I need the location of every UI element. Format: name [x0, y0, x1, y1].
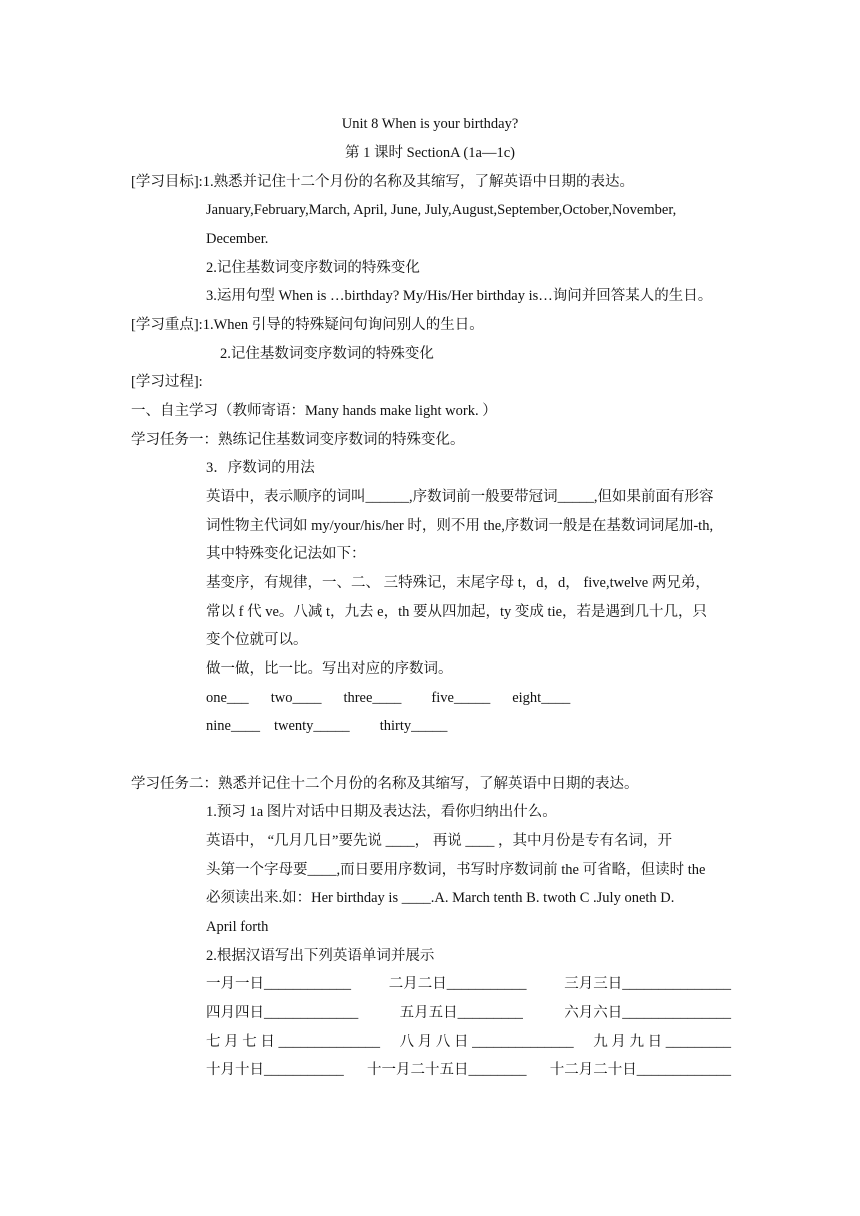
key-points-line — [131, 315, 484, 335]
task-2-title: 学习任务二：熟悉并记住十二个月份的名称及其缩写，了解英语中日期的表达。 — [131, 776, 639, 792]
goals-item-2: 2.记住基数词变序数词的特殊变化 — [206, 260, 420, 276]
ordinal-blank: two____ — [270, 690, 322, 706]
date-row-1 — [206, 974, 731, 994]
months-line-2: December. — [206, 231, 269, 247]
months-line-1: January,February,March, April, June, July,August,September,October,November, — [206, 202, 677, 218]
ordinal-blank: one___ — [206, 690, 249, 706]
page-subtitle: 第 1 课时 SectionA (1a—1c) — [345, 145, 515, 161]
process-label: [学习过程]: — [131, 374, 203, 390]
task-1-title: 学习任务一：熟练记住基数词变序数词的特殊变化。 — [131, 432, 465, 448]
ordinal-blank: twenty_____ — [273, 718, 350, 734]
ordinal-blank: nine____ — [206, 718, 260, 734]
task-1-paragraph-line: 基变序，有规律，一、二、 三特殊记，末尾字母 t，d，d， five,twelve 两兄弟， — [206, 575, 710, 591]
date-blank: 九 月 九 日 _________ — [593, 1034, 731, 1050]
goals-label: [学习目标]: — [131, 174, 203, 190]
ordinal-blank: thirty_____ — [379, 718, 448, 734]
task-2-paragraph-line: 必须读出来.如：Her birthday is ____.A. March tenth B. twoth C .July oneth D. — [206, 890, 675, 906]
date-blank: 八 月 八 日 ______________ — [399, 1034, 574, 1050]
task-1-subheading: 3．序数词的用法 — [206, 460, 315, 476]
key-points-item-1: 1.When 引导的特殊疑问句询问别人的生日。 — [202, 317, 484, 333]
task-1-paragraph-line: 常以 f 代 ve。八减 t，九去 e，th 要从四加起，ty 变成 tie，若是遇到几十几，只 — [206, 604, 708, 620]
page-title: Unit 8 When is your birthday? — [341, 116, 519, 132]
date-blank: 六月六日_______________ — [564, 1005, 731, 1021]
date-blank: 三月三日_______________ — [564, 976, 731, 992]
task-2-subheading-1: 1.预习 1a 图片对话中日期及表达法，看你归纳出什么。 — [206, 804, 557, 820]
task-2-paragraph-line: April forth — [206, 919, 269, 935]
date-blank: 五月五日_________ — [399, 1005, 523, 1021]
date-row-2 — [206, 1003, 731, 1023]
key-points-label: [学习重点]: — [131, 317, 203, 333]
date-blank: 十月十日___________ — [206, 1062, 344, 1078]
date-blank: 十一月二十五日________ — [367, 1062, 527, 1078]
goals-line — [131, 172, 634, 192]
task-2-paragraph-line: 头第一个字母要____,而日要用序数词，书写时序数词前 the 可省略，但读时 the — [206, 862, 706, 878]
ordinal-row-1 — [206, 688, 570, 708]
task-1-paragraph-line: 英语中，表示顺序的词叫______,序数词前一般要带冠词_____,但如果前面有形容 — [206, 489, 714, 505]
date-row-3 — [206, 1032, 731, 1052]
ordinal-blank: three____ — [343, 690, 402, 706]
key-points-item-2: 2.记住基数词变序数词的特殊变化 — [220, 346, 434, 362]
date-blank: 七 月 七 日 ______________ — [206, 1034, 380, 1050]
ordinal-row-2 — [206, 716, 447, 736]
date-blank: 十二月二十日_____________ — [549, 1062, 731, 1078]
task-1-paragraph-line: 变个位就可以。 — [206, 632, 308, 648]
task-1-paragraph-line: 其中特殊变化记法如下： — [206, 546, 366, 562]
task-1-paragraph-line: 词性物主代词如 my/your/his/her 时，则不用 the,序数词一般是在基数词词尾加-th, — [206, 518, 714, 534]
date-blank: 四月四日_____________ — [206, 1005, 359, 1021]
practice-instruction: 做一做，比一比。写出对应的序数词。 — [206, 661, 453, 677]
ordinal-blank: five_____ — [431, 690, 491, 706]
goals-item-1: 1.熟悉并记住十二个月份的名称及其缩写，了解英语中日期的表达。 — [202, 174, 635, 190]
section-1-heading: 一、自主学习（教师寄语：Many hands make light work. ） — [131, 403, 497, 419]
date-blank: 一月一日____________ — [206, 976, 351, 992]
date-row-4 — [206, 1060, 731, 1080]
ordinal-blank: eight____ — [512, 690, 571, 706]
task-2-subheading-2: 2.根据汉语写出下列英语单词并展示 — [206, 948, 435, 964]
goals-item-3: 3.运用句型 When is …birthday? My/His/Her birthday is…询问并回答某人的生日。 — [206, 288, 713, 304]
date-blank: 二月二日___________ — [388, 976, 527, 992]
task-2-paragraph-line: 英语中， “几月几日”要先说 ____， 再说 ____ ，其中月份是专有名词，开 — [206, 833, 672, 849]
